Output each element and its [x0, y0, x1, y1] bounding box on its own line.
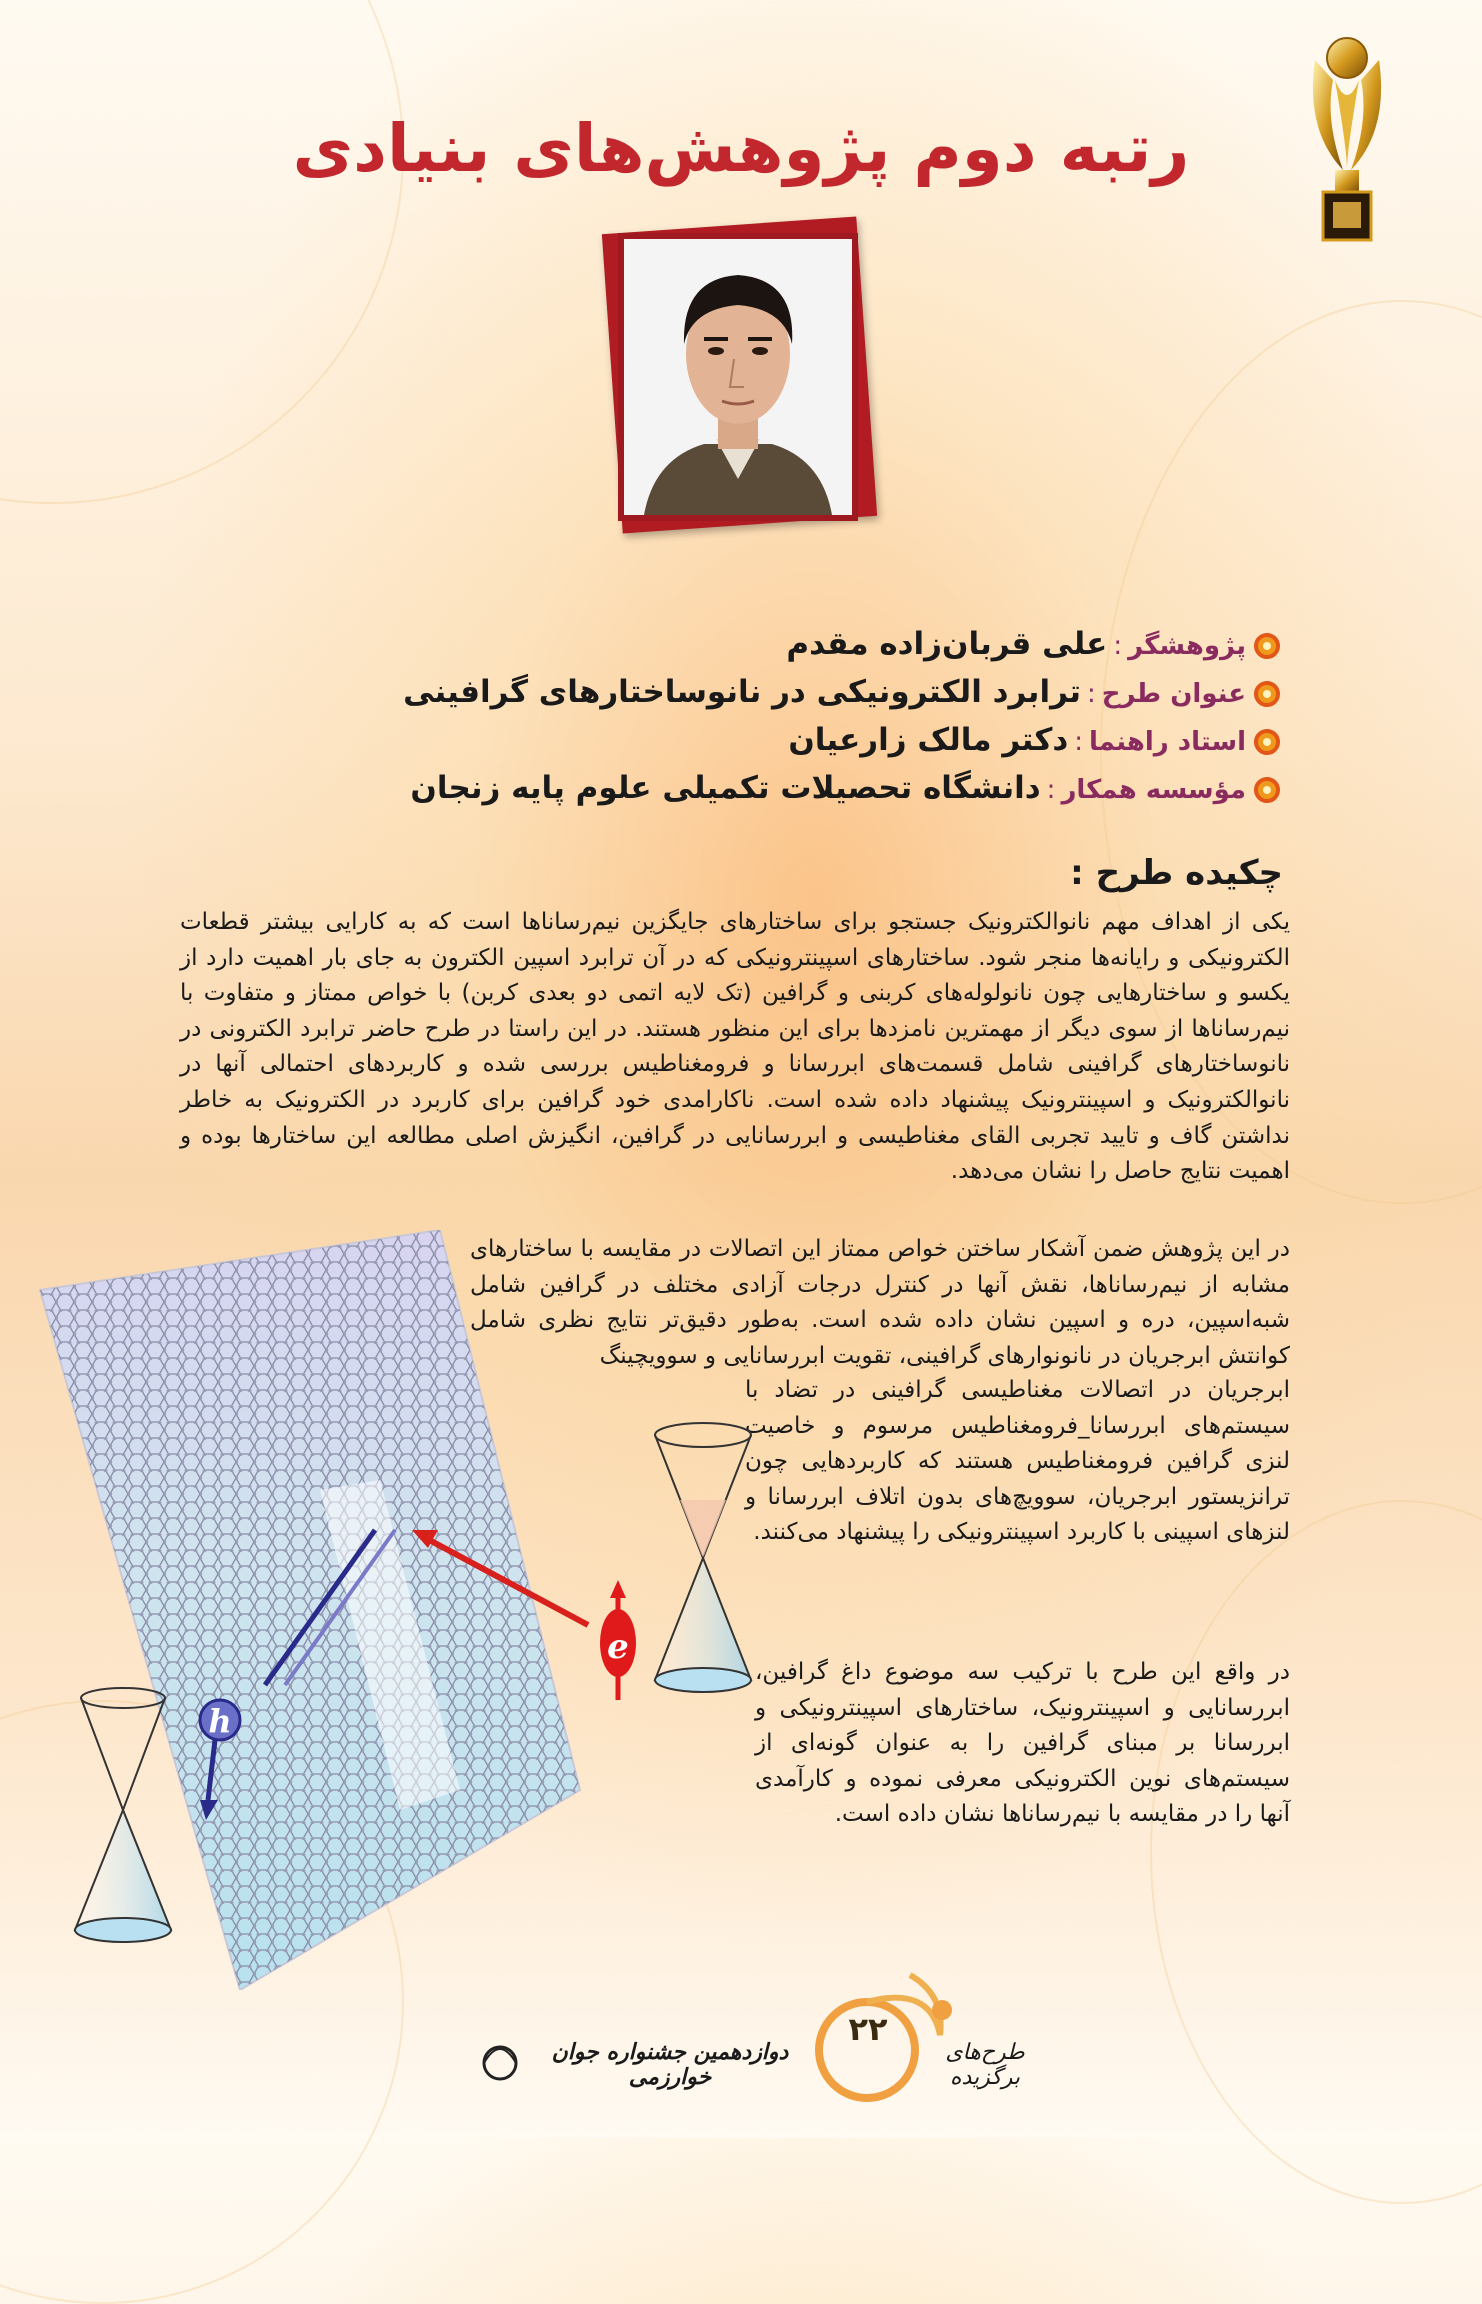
project-title-value: ترابرد الکترونیکی در نانوساختارهای گرافینی	[403, 674, 1081, 710]
abstract-paragraph-4: در واقع این طرح با ترکیب سه موضوع داغ گرافین، ابررسانایی و اسپینترونیک، ساختارهای اسپینترونیکی و ابررسانا بر مبنای گرافین را به عنوان گونه‌ای از سیستم‌های نوین الکترونیکی معرفی نموده و کارآمدی آنها را در مقایسه با نیم‌رساناها نشان داده است.	[755, 1659, 1290, 1828]
bullet-icon	[1254, 681, 1280, 707]
page-number: ۲۲	[848, 2010, 888, 2048]
researcher-label: پژوهشگر	[1128, 631, 1246, 661]
abstract-paragraph-1: یکی از اهداف مهم نانوالکترونیک جستجو برای ساختارهای جایگزین نیم‌رساناها است که به کارایی بیشتر قطعات الکترونیکی و رایانه‌ها منجر شود. ساختارهای اسپینترونیکی که در آن ترابرد اسپین الکترون به جای بار اهمیت دارد از یکسو و ساختارهایی چون نانولوله‌های کربنی و گرافین (تک لایه اتمی دو بعدی کربن) با خواص ممتاز و متفاوت با نیم‌رساناها از سوی دیگر از مهمترین نامزدها برای این منظور هستند. در این راستا در طرح حاضر ترابرد الکترونی در نانوساختارهای گرافینی شامل قسمت‌های ابررسانا و فرومغناطیس بررسی شده و کاربردهای احتمالی آنها در نانوالکترونیک و اسپینترونیک پیشنهاد داده شده است. ناکارامدی خود گرافین برای کاربرد در الکترونیک به خاطر نداشتن گاف و تایید تجربی القای مغناطیسی و ابررسانایی در گرافین، انگیزش اصلی مطالعه این ساختارها بوده و اهمیت نتایج حاصل را نشان می‌دهد.	[180, 909, 1290, 1185]
researcher-photo	[612, 225, 872, 535]
abstract-heading: چکیده طرح :	[1070, 853, 1283, 893]
separator: :	[1074, 727, 1084, 757]
background-decoration	[0, 0, 404, 504]
bullet-icon	[1254, 729, 1280, 755]
separator: :	[1046, 775, 1056, 805]
abstract-paragraph-3: ابرجریان در اتصالات مغناطیسی گرافینی در تضاد با سیستم‌های ابررسانا_فرومغناطیس مرسوم و خاصیت لنزی گرافین فرومغناطیس هستند که کاربردهایی چون ترانزیستور ابرجریان، سوویچ‌های بدون اتلاف ابررسانا و لنزهای اسپینی با کاربرد اسپینترونیکی را پیشنهاد می‌کنند.	[745, 1377, 1290, 1546]
separator: :	[1113, 631, 1123, 661]
supervisor-label: استاد راهنما	[1089, 727, 1246, 757]
institute-value: دانشگاه تحصیلات تکمیلی علوم پایه زنجان	[410, 770, 1041, 806]
project-info	[403, 620, 1280, 812]
project-title-label: عنوان طرح	[1101, 679, 1246, 709]
supervisor-row	[420, 716, 1280, 764]
abstract-paragraph-2: در این پژوهش ضمن آشکار ساختن خواص ممتاز این اتصالات در مقایسه با ساختارهای مشابه از نیم‌رساناها، نقش آنها در کنترل درجات آزادی مختلف در گرافین شامل شبه‌اسپین، دره و اسپین نشان داده شده است. به‌طور دقیق‌تر نتایج نظری شامل کوانتش ابرجریان در نانونوارهای گرافینی، تقویت ابررسانایی و سوویچینگ	[470, 1236, 1290, 1369]
footer-festival-text: دوازدهمین جشنواره جوان خوارزمی	[551, 2040, 789, 2090]
photo-image	[618, 233, 858, 521]
bullet-icon	[1254, 777, 1280, 803]
portrait-illustration	[624, 239, 852, 515]
background-decoration	[1150, 1500, 1482, 2204]
institute-label: مؤسسه همکار	[1061, 775, 1246, 805]
electron-label: e	[607, 1627, 629, 1667]
researcher-value: علی قربان‌زاده مقدم	[786, 626, 1108, 662]
supervisor-value: دکتر مالک زارعیان	[788, 722, 1069, 758]
institute-row	[410, 764, 1280, 812]
graphene-illustration	[20, 1230, 760, 1990]
separator: :	[1087, 679, 1096, 709]
project-title-row	[403, 668, 1280, 716]
researcher-row	[420, 620, 1280, 668]
page-title: رتبه دوم پژوهش‌های بنیادی	[292, 110, 1190, 187]
bullet-icon	[1254, 633, 1280, 659]
footer-left-text: طرح‌های برگزیده	[945, 2040, 1025, 2090]
hole-label: h	[208, 1702, 232, 1740]
